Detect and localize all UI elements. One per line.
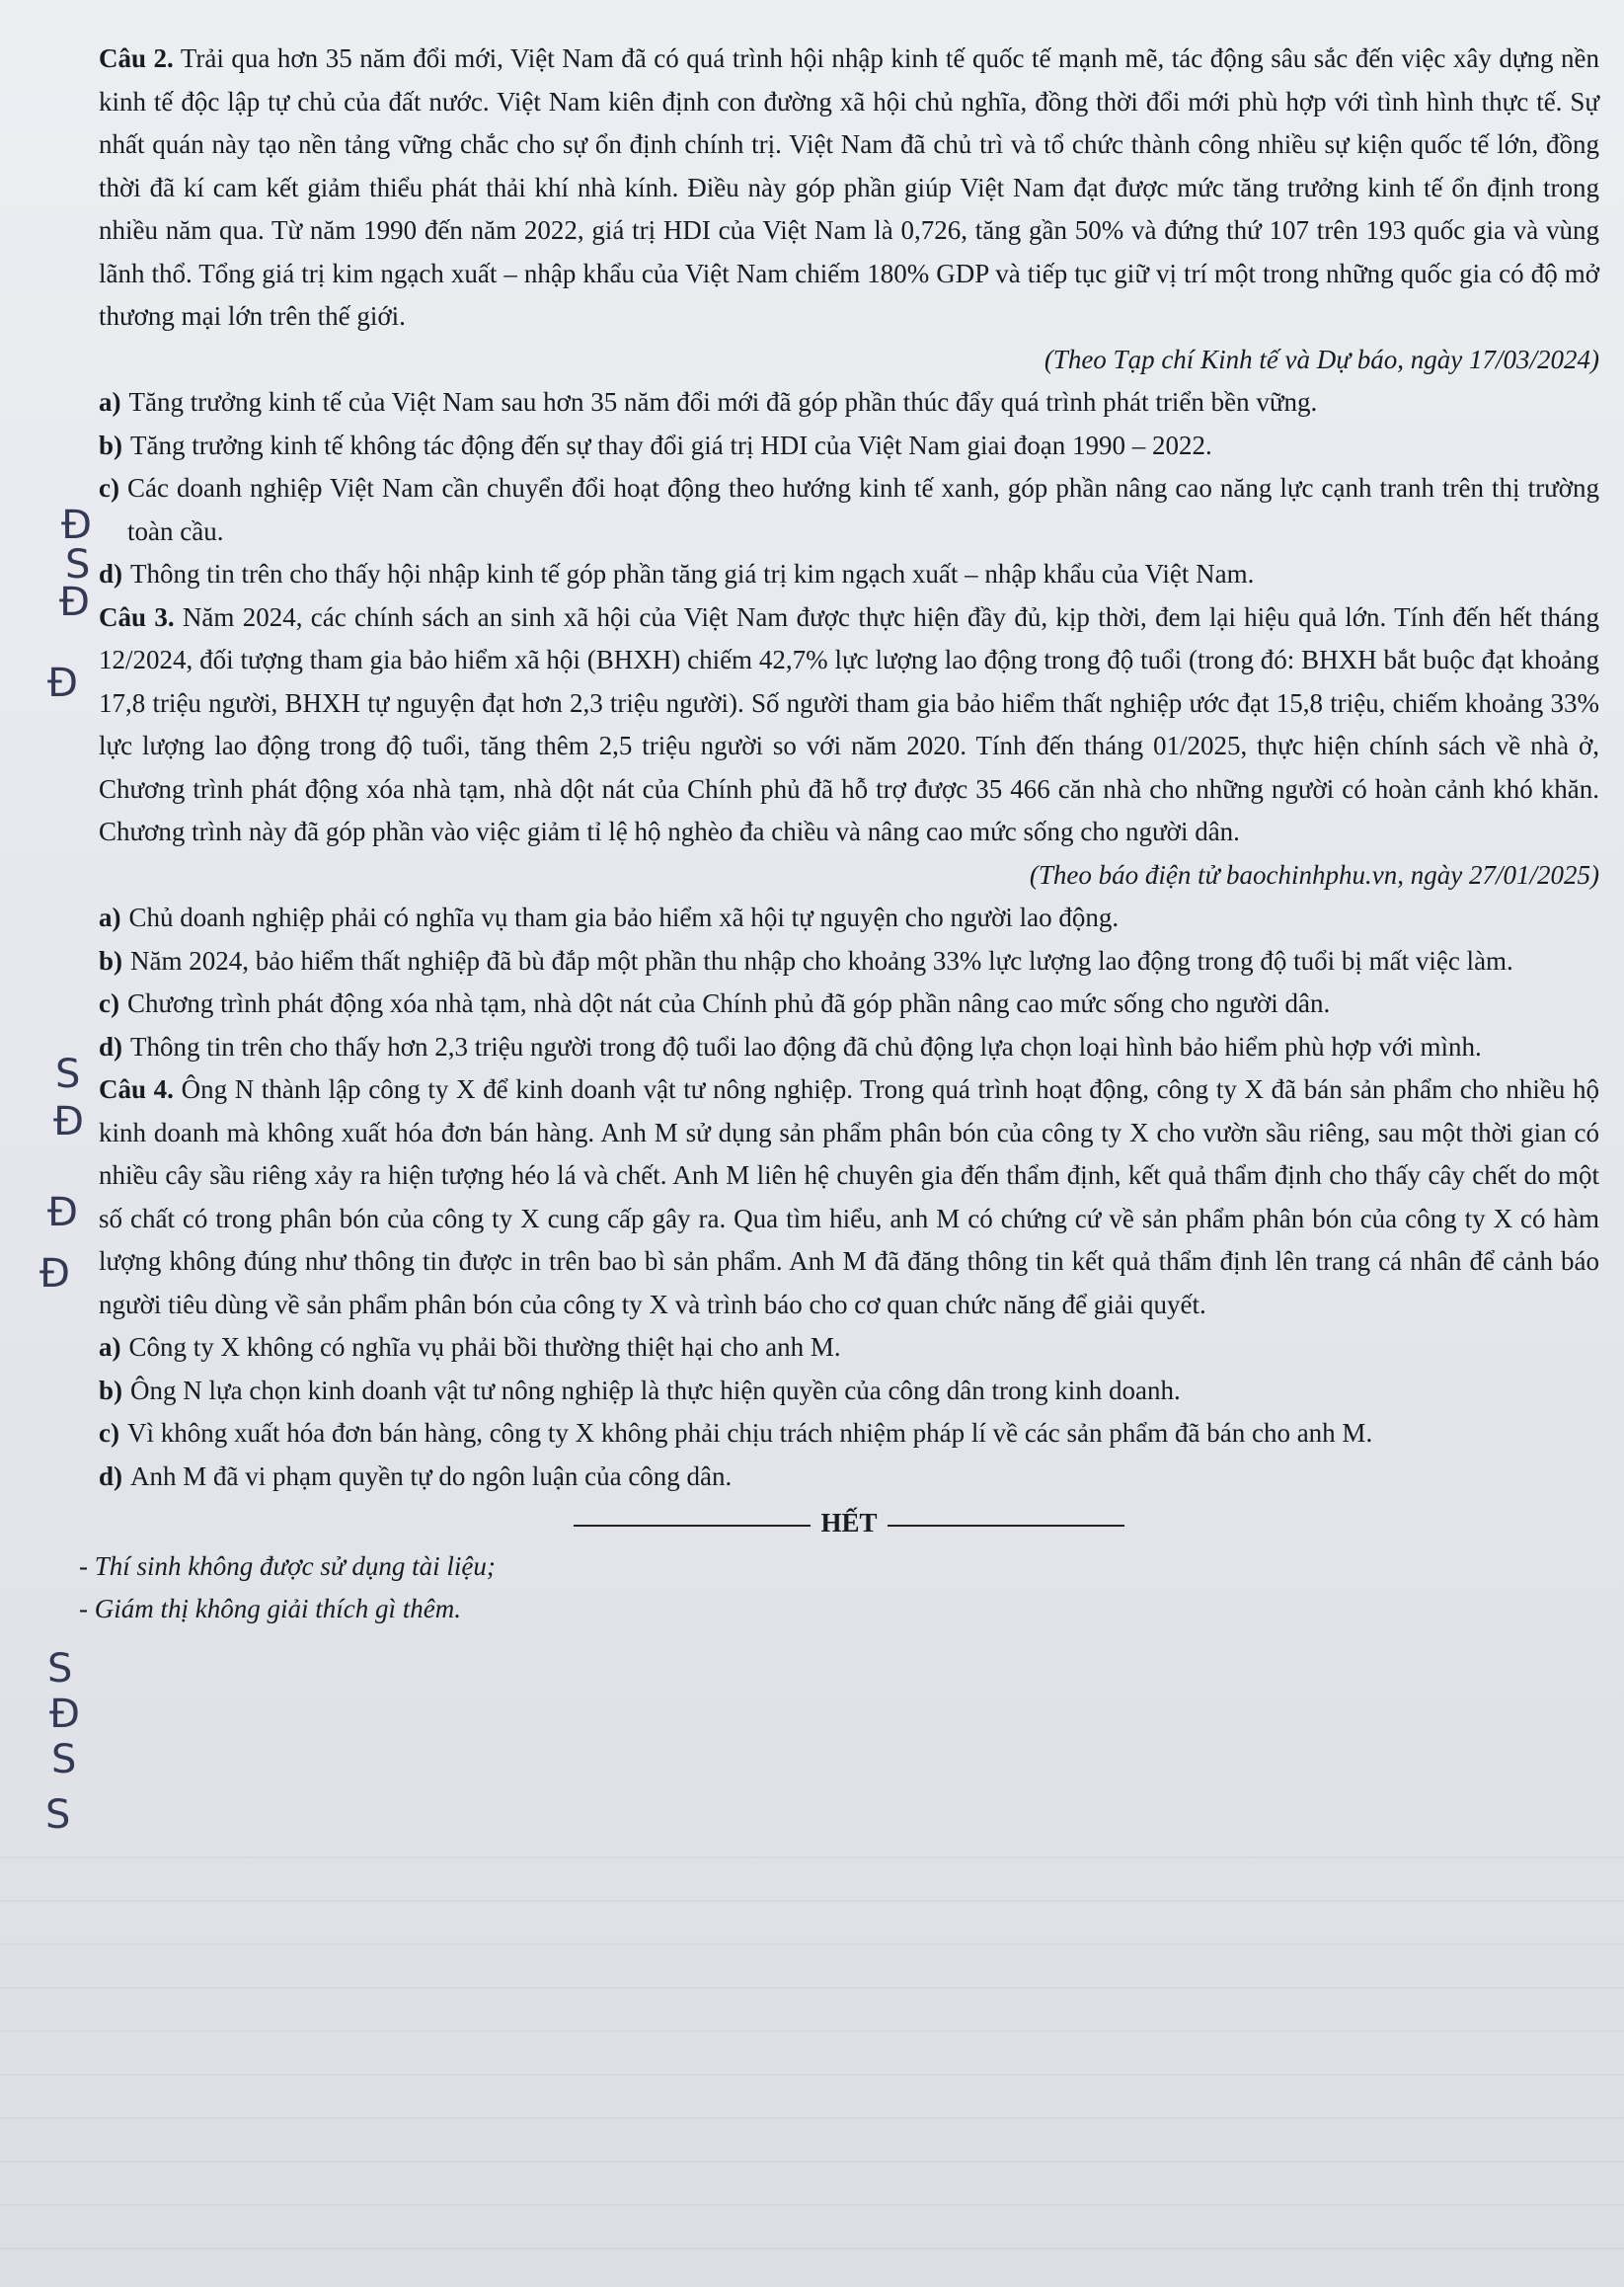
handwritten-mark-q2c: Đ (59, 580, 90, 625)
question-4-stem (99, 1068, 1599, 1326)
option-text: Chương trình phát động xóa nhà tạm, nhà dột nát của Chính phủ đã góp phần nâng cao mức sống cho người dân. (126, 988, 1331, 1018)
footnote-2: - Giám thị không giải thích gì thêm. (79, 1594, 461, 1623)
option-letter: c) (99, 473, 119, 503)
exam-content (79, 38, 1600, 1631)
option-text: Vì không xuất hóa đơn bán hàng, công ty X không phải chịu trách nhiệm pháp lí về các sản phẩm đã bán cho anh M. (126, 1418, 1373, 1448)
question-3 (99, 596, 1599, 1069)
question-2-option-d (99, 553, 1599, 596)
option-text: Tăng trưởng kinh tế của Việt Nam sau hơn 35 năm đổi mới đã góp phần thúc đẩy quá trình phát triển bền vững. (128, 387, 1318, 417)
question-4-option-b (99, 1370, 1599, 1413)
option-letter: d) (99, 1460, 123, 1491)
question-3-text: Năm 2024, các chính sách an sinh xã hội của Việt Nam được thực hiện đầy đủ, kịp thời, đem lại hiệu quả lớn. Tính đến hết tháng 12/2024, đối tượng tham gia bảo hiểm xã hội (BHXH) chiếm 42,7% lực lượng lao động trong độ tuổi (trong đó: BHXH bắt buộc đạt khoảng 17,8 triệu người, BHXH tự nguyện đạt hơn 2,3 triệu người). Số người tham gia bảo hiểm thất nghiệp ước đạt 15,8 triệu, chiếm khoảng 33% lực lượng lao động trong độ tuổi, tăng thêm 2,5 triệu người so với năm 2020. Tính đến tháng 01/2025, thực hiện chính sách về nhà ở, Chương trình phát động xóa nhà tạm, nhà dột nát của Chính phủ đã hỗ trợ được 35 466 căn nhà cho những người có hoàn cảnh khó khăn. Chương trình này đã góp phần vào việc giảm tỉ lệ hộ nghèo đa chiều và nâng cao mức sống cho người dân. (99, 601, 1600, 846)
end-label: HẾT (820, 1508, 878, 1538)
handwritten-mark-q4a: S (47, 1646, 73, 1692)
handwritten-mark-q4c: S (51, 1737, 77, 1782)
handwritten-mark-q3c: Đ (47, 1190, 78, 1235)
option-letter: b) (99, 430, 123, 460)
handwritten-mark-q3d: Đ (39, 1251, 70, 1297)
option-letter: b) (99, 945, 123, 976)
handwritten-mark-q3b: Đ (53, 1099, 84, 1144)
handwritten-mark-q2b: S (65, 542, 91, 588)
option-text: Thông tin trên cho thấy hơn 2,3 triệu người trong độ tuổi lao động đã chủ động lựa chọn loại hình bảo hiểm phù hợp với mình. (130, 1031, 1482, 1062)
question-3-source: (Theo báo điện tử baochinhphu.vn, ngày 27/01/2025) (1029, 859, 1599, 890)
question-3-option-c (99, 983, 1599, 1026)
option-text: Anh M đã vi phạm quyền tự do ngôn luận của công dân. (130, 1460, 733, 1491)
option-letter: c) (99, 988, 119, 1018)
option-letter: a) (99, 387, 121, 417)
question-2 (99, 38, 1599, 596)
question-3-option-a (99, 897, 1599, 940)
option-letter: b) (99, 1375, 123, 1405)
question-4-label: Câu 4. (99, 1074, 174, 1104)
option-text: Tăng trưởng kinh tế không tác động đến sự thay đổi giá trị HDI của Việt Nam giai đoạn 1990 – 2022. (130, 430, 1212, 460)
bleed-through-area (0, 1856, 1624, 2287)
option-text: Ông N lựa chọn kinh doanh vật tư nông nghiệp là thực hiện quyền của công dân trong kinh doanh. (130, 1375, 1181, 1405)
question-2-option-b (99, 425, 1599, 468)
end-dash-right (888, 1525, 1124, 1527)
question-3-label: Câu 3. (99, 601, 175, 632)
option-letter: a) (99, 903, 121, 932)
option-letter: a) (99, 1332, 121, 1362)
handwritten-mark-q2d: Đ (47, 661, 78, 706)
footnote-1: - Thí sinh không được sử dụng tài liệu; (79, 1550, 496, 1581)
option-text: Các doanh nghiệp Việt Nam cần chuyển đổi hoạt động theo hướng kinh tế xanh, góp phần nâng cao năng lực cạnh tranh trên thị trường toàn cầu. (126, 473, 1599, 546)
question-3-option-b (99, 940, 1599, 984)
question-4-text: Ông N thành lập công ty X để kinh doanh vật tư nông nghiệp. Trong quá trình hoạt động, công ty X đã bán sản phẩm cho nhiều hộ kinh doanh mà không xuất hóa đơn bán hàng. Anh M sử dụng sản phẩm phân bón của công ty X cho vườn sầu riêng, sau một thời gian có nhiều cây sầu riêng xảy ra hiện tượng héo lá và chết. Anh M liên hệ chuyên gia đến thẩm định, kết quả thẩm định cho thấy cây chết do một số chất có trong phân bón của công ty X cung cấp gây ra. Qua tìm hiểu, anh M có chứng cứ về sản phẩm phân bón của công ty X có hàm lượng không đúng như thông tin được in trên bao bì sản phẩm. Anh M đã đăng thông tin kết quả thẩm định lên trang cá nhân để cảnh báo người tiêu dùng về sản phẩm phân bón của công ty X và trình báo cho cơ quan chức năng để giải quyết. (99, 1074, 1600, 1319)
option-letter: d) (99, 1031, 123, 1062)
question-2-option-a (99, 381, 1599, 425)
handwritten-mark-q4b: Đ (49, 1692, 80, 1737)
end-marker (99, 1502, 1599, 1545)
option-text: Công ty X không có nghĩa vụ phải bồi thường thiệt hại cho anh M. (128, 1332, 841, 1362)
question-2-source: (Theo Tạp chí Kinh tế và Dự báo, ngày 17/03/2024) (1044, 344, 1599, 374)
question-3-option-d (99, 1026, 1599, 1069)
question-4-option-a (99, 1326, 1599, 1370)
handwritten-mark-q2a: Đ (61, 503, 92, 548)
end-dash-left (574, 1525, 811, 1527)
handwritten-mark-q3a: S (55, 1052, 81, 1097)
option-letter: d) (99, 559, 123, 589)
question-2-option-c (99, 467, 1599, 553)
option-text: Chủ doanh nghiệp phải có nghĩa vụ tham gia bảo hiểm xã hội tự nguyện cho người lao động. (128, 903, 1120, 932)
question-4-option-c (99, 1412, 1599, 1456)
option-letter: c) (99, 1418, 119, 1448)
question-2-text: Trải qua hơn 35 năm đổi mới, Việt Nam đã có quá trình hội nhập kinh tế quốc tế mạnh mẽ, tác động sâu sắc đến việc xây dựng nền kinh tế độc lập tự chủ của đất nước. Việt Nam kiên định con đường xã hội chủ nghĩa, đồng thời đổi mới phù hợp với tình hình thực tế. Sự nhất quán này tạo nền tảng vững chắc cho sự ổn định chính trị. Việt Nam đã chủ trì và tổ chức thành công nhiều sự kiện quốc tế lớn, đồng thời đã kí cam kết giảm thiểu phát thải khí nhà kính. Điều này góp phần giúp Việt Nam đạt được mức tăng trưởng kinh tế ổn định trong nhiều năm qua. Từ năm 1990 đến năm 2022, giá trị HDI của Việt Nam là 0,726, tăng gần 50% và đứng thứ 107 trên 193 quốc gia và vùng lãnh thổ. Tổng giá trị kim ngạch xuất – nhập khẩu của Việt Nam chiếm 180% GDP và tiếp tục giữ vị trí một trong những quốc gia có độ mở thương mại lớn trên thế giới. (99, 43, 1599, 331)
question-4-option-d (99, 1456, 1599, 1499)
option-text: Thông tin trên cho thấy hội nhập kinh tế góp phần tăng giá trị kim ngạch xuất – nhập khẩu của Việt Nam. (130, 559, 1255, 589)
question-2-stem (99, 38, 1599, 339)
option-text: Năm 2024, bảo hiểm thất nghiệp đã bù đắp một phần thu nhập cho khoảng 33% lực lượng lao động trong độ tuổi bị mất việc làm. (130, 945, 1513, 976)
question-3-stem (99, 596, 1599, 854)
question-4 (99, 1068, 1599, 1498)
handwritten-mark-q4d: S (45, 1792, 71, 1838)
question-2-label: Câu 2. (99, 43, 174, 73)
